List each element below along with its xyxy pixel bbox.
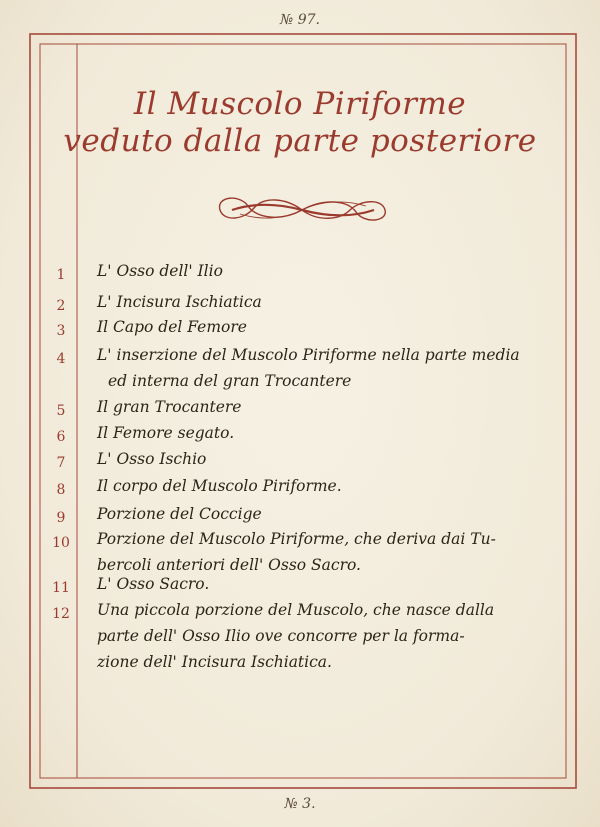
legend-number: 4 [56, 351, 66, 367]
legend-text: bercoli anteriori dell' Osso Sacro. [97, 556, 361, 574]
legend-text: L' Osso dell' Ilio [97, 262, 223, 280]
page-subtitle: veduto dalla parte posteriore [63, 123, 537, 159]
legend-text: Porzione del Muscolo Piriforme, che deriva dai Tu- [97, 530, 496, 548]
legend-text: L' Osso Ischio [97, 450, 207, 468]
legend-number: 11 [52, 580, 70, 596]
page-title: Il Muscolo Piriforme [133, 86, 467, 122]
legend-text: zione dell' Incisura Ischiatica. [97, 653, 332, 671]
legend-number: 10 [52, 535, 70, 551]
legend-text: Una piccola porzione del Muscolo, che nasce dalla [97, 601, 495, 619]
legend-text: L' Osso Sacro. [97, 575, 210, 593]
page-number-top: № 97. [280, 12, 320, 28]
legend-number: 1 [56, 267, 66, 283]
legend-number: 6 [56, 429, 66, 445]
legend-number: 8 [56, 482, 66, 498]
legend-text: Il corpo del Muscolo Piriforme. [97, 477, 342, 495]
calligraphic-flourish [210, 188, 395, 232]
legend-text: parte dell' Osso Ilio ove concorre per la forma- [97, 627, 465, 645]
legend-number: 5 [56, 403, 66, 419]
legend-number: 12 [52, 606, 70, 622]
legend-text: Porzione del Coccige [97, 505, 262, 523]
legend-text: Il Femore segato. [97, 424, 235, 442]
legend-number: 2 [56, 298, 66, 314]
legend-text: L' Incisura Ischiatica [97, 293, 262, 311]
legend-text: L' inserzione del Muscolo Piriforme nella parte media [97, 346, 520, 364]
legend-text: Il Capo del Femore [97, 318, 247, 336]
legend-number: 9 [56, 510, 66, 526]
legend-number: 3 [56, 323, 66, 339]
legend-text: ed interna del gran Trocantere [108, 372, 352, 390]
legend-number: 7 [56, 455, 66, 471]
legend-text: Il gran Trocantere [97, 398, 242, 416]
page-number-bottom: № 3. [284, 796, 316, 812]
